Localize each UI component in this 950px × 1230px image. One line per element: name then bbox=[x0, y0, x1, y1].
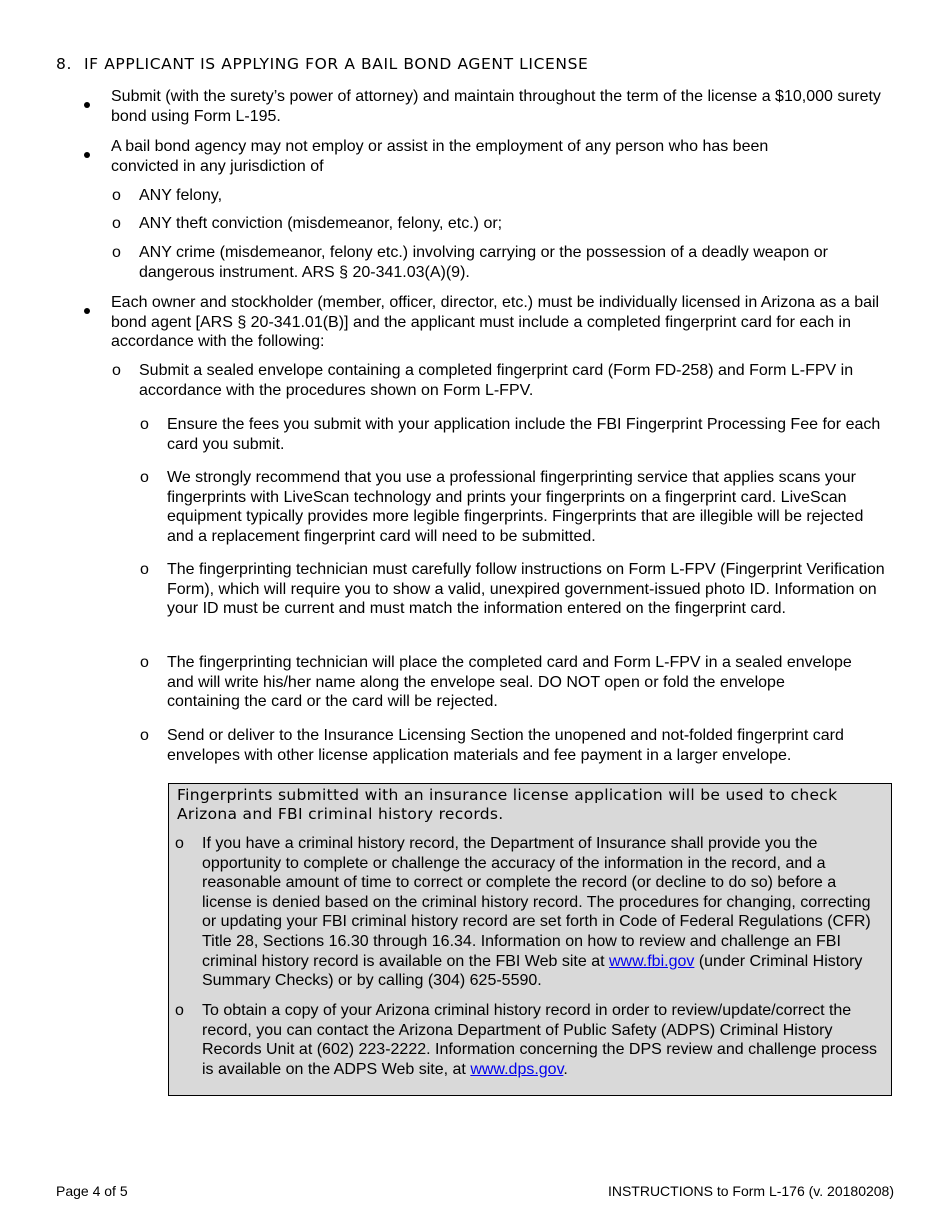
fbi-link[interactable]: www.fbi.gov bbox=[609, 952, 695, 970]
circle-marker: o bbox=[140, 469, 149, 486]
sealed-envelope-text: Submit a sealed envelope containing a completed fingerprint card (Form FD-258) and Form L-FPV in accordance with the procedures shown on Form L-FPV. bbox=[139, 362, 854, 399]
page-number: Page 4 of 5 bbox=[56, 1183, 128, 1199]
bullet-dot bbox=[84, 308, 90, 314]
list-item bbox=[140, 415, 894, 454]
circle-marker: o bbox=[140, 416, 149, 433]
list-item bbox=[112, 186, 894, 206]
info-item-text: If you have a criminal history record, the Department of Insurance shall provide you the opportunity to complete or challenge the accuracy of the information in the record, and a reasonable amount of time to correct or complete the record (or decline to do so) before a license is denied based on the criminal history record. The procedures for changing, correcting or updating your FBI criminal history record are set forth in Code of Federal Regulations (CFR) Title 28, Sections 16.30 through 16.34. Information on how to review and challenge an FBI criminal history record is available on the FBI Web site at bbox=[202, 835, 871, 970]
dps-link[interactable]: www.dps.gov bbox=[470, 1060, 564, 1078]
sub-item-text: Ensure the fees you submit with your application include the FBI Fingerprint Processing Fee for each card you submit. bbox=[167, 416, 881, 453]
list-item bbox=[140, 653, 894, 712]
circle-marker: o bbox=[140, 654, 149, 671]
circle-marker: o bbox=[175, 1002, 184, 1019]
bullet-text: A bail bond agency may not employ or assist in the employment of any person who has been convicted in any jurisdiction of bbox=[111, 138, 769, 175]
circle-marker: o bbox=[140, 561, 149, 578]
circle-marker: o bbox=[175, 835, 184, 852]
bullet-dot bbox=[84, 152, 90, 158]
sub-item-text: The fingerprinting technician must carefully follow instructions on Form L-FPV (Fingerprint Verification Form), which will require you to show a valid, unexpired government-issued photo ID. Information on your ID must be current and must match the information entered on the fingerprint card. bbox=[167, 561, 885, 618]
info-item-tail: . bbox=[563, 1060, 568, 1078]
section-number: 8. bbox=[56, 55, 72, 73]
list-item bbox=[140, 726, 894, 765]
sub-item-text: The fingerprinting technician will place the completed card and Form L-FPV in a sealed envelope and will write his/her name along the envelope seal. DO NOT open or fold the envelope containing the card or the card will be rejected. bbox=[167, 654, 852, 711]
list-item bbox=[112, 243, 894, 282]
conviction-text: ANY felony, bbox=[139, 187, 223, 204]
circle-marker: o bbox=[112, 244, 121, 261]
section-heading bbox=[56, 55, 588, 75]
form-reference: INSTRUCTIONS to Form L-176 (v. 20180208) bbox=[607, 1183, 894, 1199]
list-item bbox=[112, 361, 894, 400]
criminal-history-info-box bbox=[168, 783, 892, 1096]
conviction-text: ANY theft conviction (misdemeanor, felony, etc.) or; bbox=[139, 215, 503, 232]
bullet-text: Submit (with the surety’s power of attorney) and maintain throughout the term of the license a $10,000 surety bond using Form L-195. bbox=[111, 88, 881, 125]
circle-marker: o bbox=[140, 727, 149, 744]
list-item bbox=[84, 293, 894, 352]
sub-item-text: We strongly recommend that you use a professional fingerprinting service that applies scans your fingerprints with LiveScan technology and prints your fingerprints on a fingerprint card. LiveScan equipment typically provides more legible fingerprints. Fingerprints that are illegible will be rejected and a replacement fingerprint card will need to be submitted. bbox=[167, 469, 864, 545]
info-item-tail: (under Criminal History Summary Checks) or by calling (304) 625-5590. bbox=[202, 952, 863, 990]
list-item bbox=[175, 1001, 887, 1079]
sub-item-text: Send or deliver to the Insurance Licensing Section the unopened and not-folded fingerprint card envelopes with other license application materials and fee payment in a larger envelope. bbox=[167, 727, 844, 764]
circle-marker: o bbox=[112, 187, 121, 204]
bullet-dot bbox=[84, 102, 90, 108]
list-item bbox=[84, 137, 894, 176]
list-item bbox=[112, 214, 894, 234]
bullet-text: Each owner and stockholder (member, officer, director, etc.) must be individually licensed in Arizona as a bail bond agent [ARS § 20-341.01(B)] and the applicant must include a completed fingerprint card for each in accordance with the following: bbox=[111, 294, 880, 351]
list-item bbox=[175, 834, 887, 991]
info-item-text: To obtain a copy of your Arizona criminal history record in order to review/update/correct the record, you can contact the Arizona Department of Public Safety (ADPS) Criminal History Records Unit at (602) 223-2222. Information concerning the DPS review and challenge process is available on the ADPS Web site, at bbox=[202, 1002, 878, 1078]
circle-marker: o bbox=[112, 362, 121, 379]
circle-marker: o bbox=[112, 215, 121, 232]
section-title: IF APPLICANT IS APPLYING FOR A BAIL BOND AGENT LICENSE bbox=[84, 55, 589, 73]
list-item bbox=[140, 560, 894, 619]
info-box-title: Fingerprints submitted with an insurance license application will be used to check Arizona and FBI criminal history records. bbox=[177, 786, 838, 823]
list-item bbox=[84, 87, 894, 126]
conviction-text: ANY crime (misdemeanor, felony etc.) involving carrying or the possession of a deadly weapon or dangerous instrument. ARS § 20-341.03(A)(9). bbox=[139, 244, 828, 281]
list-item bbox=[140, 468, 894, 546]
